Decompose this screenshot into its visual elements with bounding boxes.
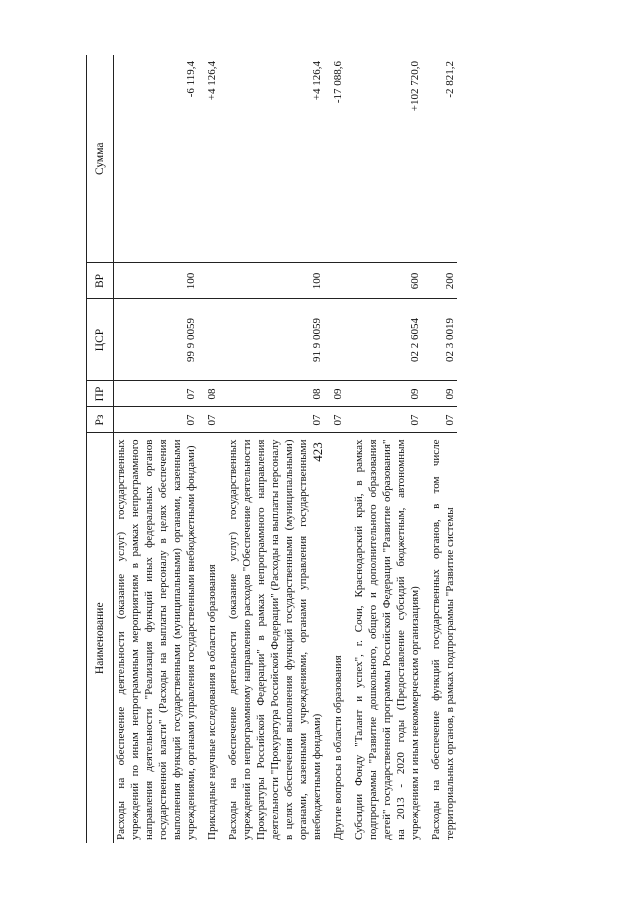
row-pr: 09: [331, 381, 352, 407]
row-csr: 91 9 0059: [226, 299, 331, 381]
row-rz: 07: [352, 407, 429, 433]
header-sum: Сумма: [87, 55, 114, 263]
row-sum: +4 126,4: [226, 55, 331, 263]
row-vr: 100: [226, 263, 331, 299]
row-name: Расходы на обеспечение деятельности (оказание услуг) государственных учреждений по иным непрограммным мероприятиям в рамках непрограммного направления деятельности "Реализация функций иных федеральных органов государственной власти" (Расходы на выплаты персоналу в целях обеспечения выполнения функций государственными (муниципальными) органами, казенными учреждениями, органами управления государственными внебюджетными фондами): [115, 439, 197, 840]
row-sum: -6 119,4: [114, 55, 206, 263]
row-rz: 07: [429, 407, 457, 433]
row-vr: [331, 263, 352, 299]
row-name: Прикладные научные исследования в области образования: [206, 564, 218, 840]
table-row: [331, 55, 352, 843]
row-rz: 07: [331, 407, 352, 433]
table-row: [114, 55, 206, 843]
header-vr: ВР: [87, 263, 114, 299]
row-name: Расходы на обеспечение функций государственных органов, в том числе территориальных органов, в рамках подпрограммы "Развитие системы: [430, 439, 456, 840]
row-pr: 08: [205, 381, 226, 407]
row-pr: 09: [429, 381, 457, 407]
row-pr: 09: [352, 381, 429, 407]
row-csr: [331, 299, 352, 381]
table-row: [429, 55, 457, 843]
row-csr: 02 2 6054: [352, 299, 429, 381]
row-csr: 02 3 0019: [429, 299, 457, 381]
row-csr: 99 9 0059: [114, 299, 206, 381]
row-rz: 07: [226, 407, 331, 433]
header-pr: ПР: [87, 381, 114, 407]
row-pr: 07: [114, 381, 206, 407]
row-name: Субсидии Фонду "Талант и успех", г. Сочи, Краснодарский край, в рамках подпрограммы "Развитие дошкольного, общего и дополнительного образования детей" государственной программы Российской Федерации "Развитие образования" на 2013 - 2020 годы (Предоставление субсидий бюджетным, автономным учреждениям и иным некоммерческим организациям): [353, 439, 421, 840]
table-header-row: [87, 55, 114, 843]
row-vr: 100: [114, 263, 206, 299]
row-pr: 08: [226, 381, 331, 407]
header-rz: Рз: [87, 407, 114, 433]
row-sum: +102 720,0: [352, 55, 429, 263]
budget-table: [86, 55, 457, 843]
row-vr: 600: [352, 263, 429, 299]
table-row: [205, 55, 226, 843]
row-name: Расходы на обеспечение деятельности (оказание услуг) государственных учреждений по непрограммному направлению расходов "Обеспечение деятельности Прокуратуры Российской Федерации" в рамках непрограммного направления деятельности "Прокуратура Российской Федерации" (Расходы на выплаты персоналу в целях обеспечения выполнения функций государственными (муниципальными) органами, казенными учреждениями, органами управления государственными внебюджетными фондами): [227, 439, 323, 840]
row-rz: 07: [114, 407, 206, 433]
row-vr: 200: [429, 263, 457, 299]
header-csr: ЦСР: [87, 299, 114, 381]
table-row: [226, 55, 331, 843]
table-row: [352, 55, 429, 843]
row-name: Другие вопросы в области образования: [332, 655, 344, 840]
row-sum: -17 088,6: [331, 55, 352, 263]
page-number: 423: [310, 442, 325, 462]
row-sum: +4 126,4: [205, 55, 226, 263]
header-name: Наименование: [87, 433, 114, 843]
row-csr: [205, 299, 226, 381]
row-sum: -2 821,2: [429, 55, 457, 263]
row-rz: 07: [205, 407, 226, 433]
row-vr: [205, 263, 226, 299]
